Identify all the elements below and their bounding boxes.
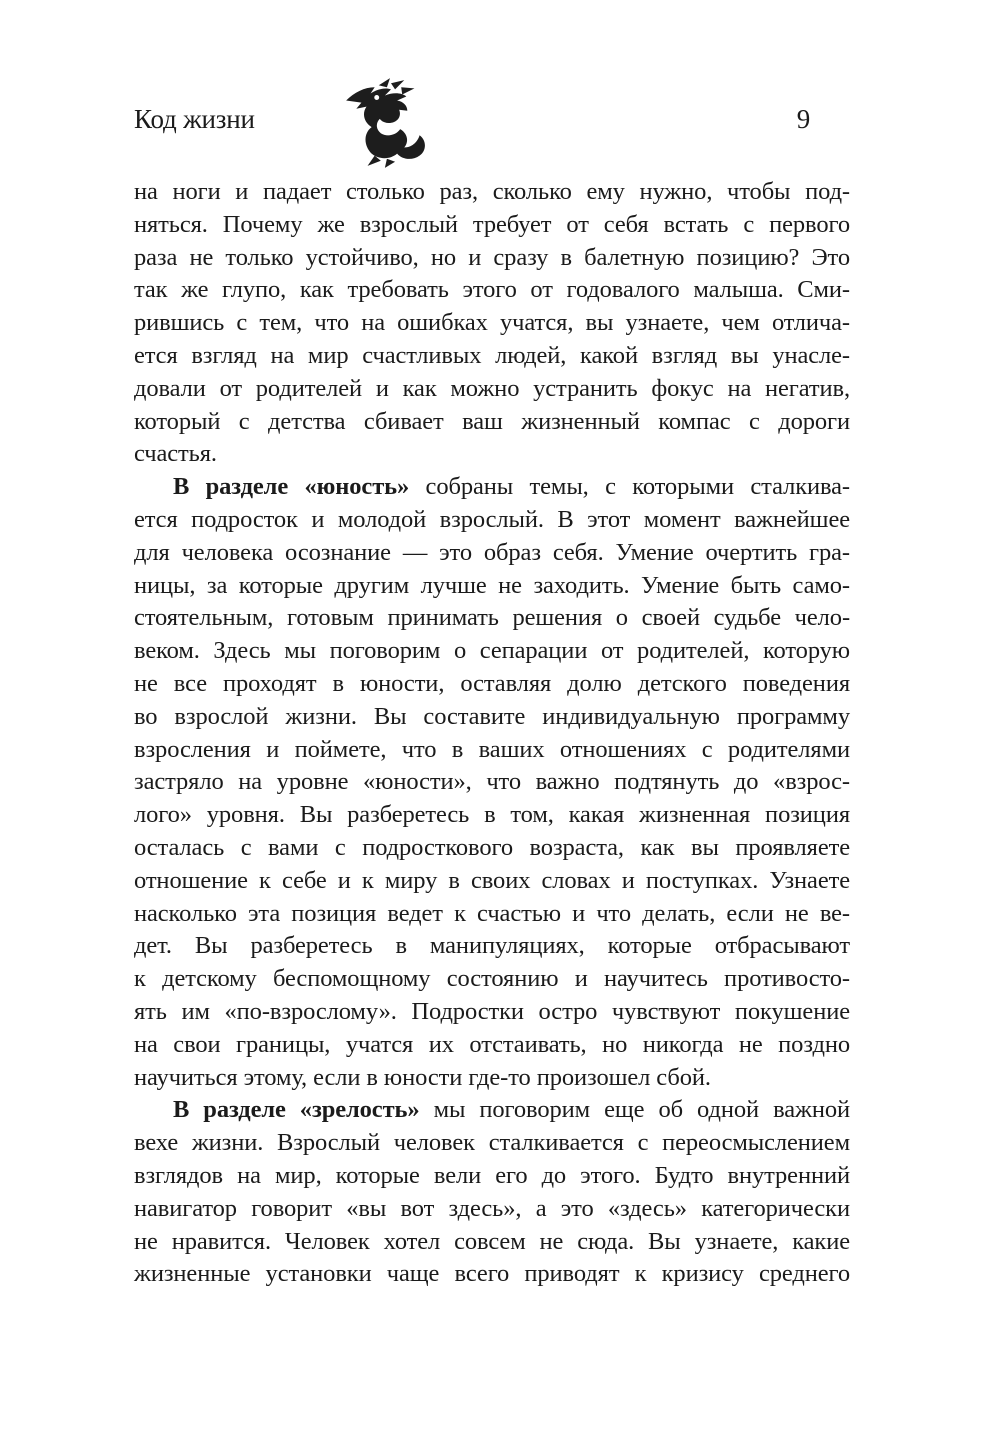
text-line: навигатор говорит «вы вот здесь», а это «здесь» категорически bbox=[134, 1194, 850, 1222]
text-line: научиться этому, если в юности где-то произошел сбой. bbox=[134, 1063, 711, 1091]
text-line: дет. Вы разберетесь в манипуляциях, которые отбрасывают bbox=[134, 932, 850, 960]
text-line: довали от родителей и как можно устранить фокус на негатив, bbox=[134, 374, 850, 402]
paragraph bbox=[134, 471, 850, 1094]
text-line: взросления и поймете, что в ваших отношениях с родителями bbox=[134, 735, 850, 763]
text-line: который с детства сбивает ваш жизненный компас с дороги bbox=[134, 407, 850, 435]
text-line: ницы, за которые другим лучше не заходить. Умение быть само- bbox=[134, 571, 850, 599]
text-line: так же глупо, как требовать этого от годовалого малыша. Сми- bbox=[134, 276, 850, 304]
text-line: В разделе «юность» собраны темы, с которыми сталкива- bbox=[173, 473, 850, 501]
text-line: во взрослой жизни. Вы составите индивидуальную программу bbox=[134, 702, 850, 730]
text-block bbox=[134, 176, 850, 1291]
paragraph bbox=[134, 176, 850, 471]
dragon-ornament-icon bbox=[340, 78, 442, 168]
text-line: раза не только устойчиво, но и сразу в балетную позицию? Это bbox=[134, 243, 850, 271]
text-line: насколько эта позиция ведет к счастью и что делать, если не ве- bbox=[134, 899, 850, 927]
text-line: рившись с тем, что на ошибках учатся, вы узнаете, чем отлича- bbox=[134, 309, 850, 337]
text-line: жизненные установки чаще всего приводят к кризису среднего bbox=[134, 1260, 850, 1288]
text-line: счастья. bbox=[134, 440, 217, 468]
page-header bbox=[134, 104, 810, 135]
text-line: не нравится. Человек хотел совсем не сюда. Вы узнаете, какие bbox=[134, 1227, 850, 1255]
text-line: на свои границы, учатся их отстаивать, но никогда не поздно bbox=[134, 1030, 850, 1058]
text-line: няться. Почему же взрослый требует от себя встать с первого bbox=[134, 210, 850, 238]
text-line: веком. Здесь мы поговорим о сепарации от родителей, которую bbox=[134, 637, 850, 665]
text-line: стоятельным, готовым принимать решения о своей судьбе чело- bbox=[134, 604, 850, 632]
text-line: ется взгляд на мир счастливых людей, какой взгляд вы унасле- bbox=[134, 341, 850, 369]
text-line: ется подросток и молодой взрослый. В этот момент важнейшее bbox=[134, 505, 850, 533]
text-line: взглядов на мир, которые вели его до этого. Будто внутренний bbox=[134, 1161, 850, 1189]
page-number: 9 bbox=[796, 104, 810, 134]
text-line: В разделе «зрелость» мы поговорим еще об одной важной bbox=[173, 1096, 851, 1124]
text-line: вехе жизни. Взрослый человек сталкивается с переосмыслением bbox=[134, 1129, 850, 1157]
text-line: на ноги и падает столько раз, сколько ему нужно, чтобы под- bbox=[134, 178, 850, 205]
text-line: лого» уровня. Вы разберетесь в том, какая жизненная позиция bbox=[134, 801, 850, 829]
text-line: застряло на уровне «юности», что важно подтянуть до «взрос- bbox=[134, 768, 850, 796]
text-line: отношение к себе и к миру в своих словах и поступках. Узнаете bbox=[134, 866, 850, 894]
bold-lead: В разделе «зрелость» bbox=[173, 1096, 420, 1124]
text-line: к детскому беспомощному состоянию и научитесь противосто- bbox=[134, 965, 850, 993]
text-line: не все проходят в юности, оставляя долю детского поведения bbox=[134, 669, 850, 697]
text-line: для человека осознание — это образ себя. Умение очертить гра- bbox=[134, 538, 850, 566]
running-title: Код жизни bbox=[134, 104, 255, 134]
paragraph bbox=[134, 1094, 850, 1291]
bold-lead: В разделе «юность» bbox=[173, 473, 410, 501]
text-line: осталась с вами с подросткового возраста, как вы проявляете bbox=[134, 833, 850, 861]
text-line: ять им «по-взрослому». Подростки остро чувствуют покушение bbox=[134, 997, 850, 1025]
